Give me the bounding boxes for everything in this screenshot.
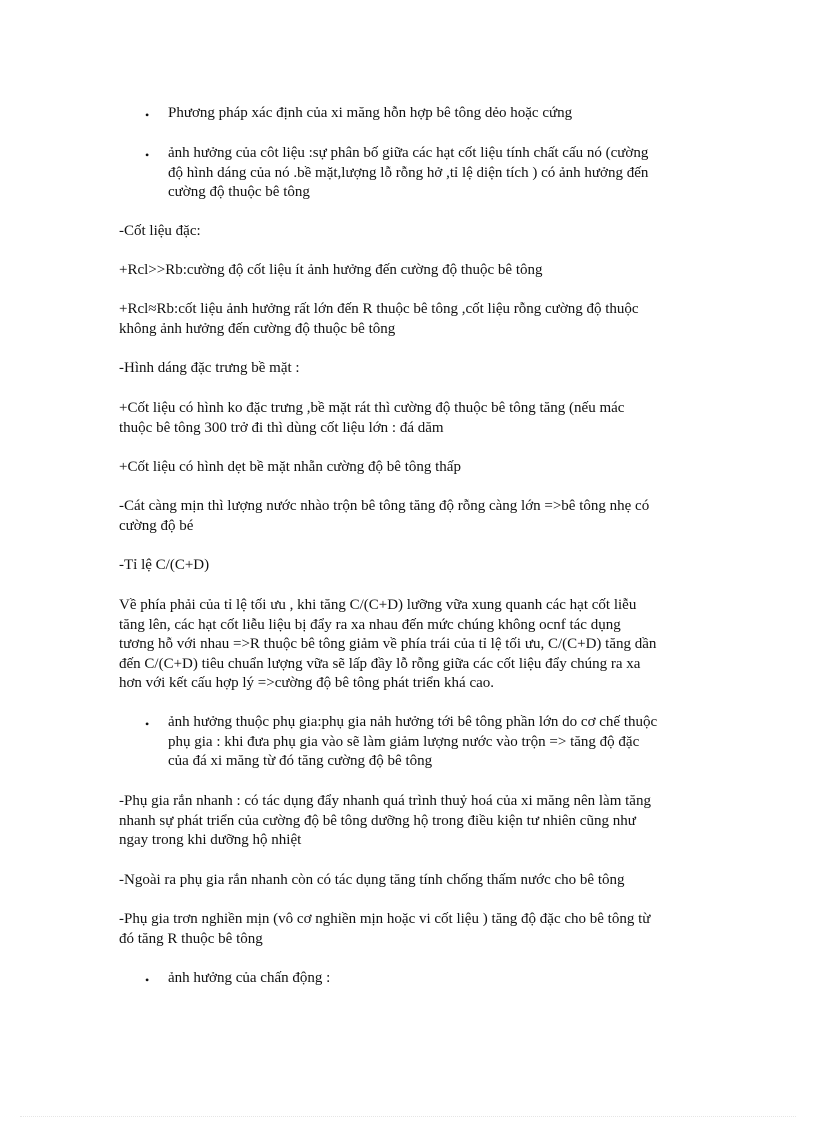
bullet-dot: • <box>145 973 150 987</box>
text-line: cường độ bé <box>119 517 194 534</box>
paragraph-ratio-explanation <box>119 596 699 694</box>
text-line: +Cốt liệu có hình ko đặc trưng ,bề mặt rát thì cường độ thuộc bê tông tăng (nếu mác <box>119 400 625 416</box>
paragraph-fast-setting-admixture <box>119 792 699 851</box>
page-bottom-divider <box>20 1116 796 1117</box>
text-line: -Ngoài ra phụ gia rắn nhanh còn có tác dụng tăng tính chống thấm nước cho bê tông <box>119 872 625 888</box>
text-line: ảnh hưởng của côt liệu :sự phân bố giữa các hạt cốt liệu tính chất cấu nó (cường <box>168 145 649 161</box>
bullet-dot: • <box>145 148 150 162</box>
bullet-item-admixture-influence <box>168 713 688 772</box>
text-line: độ hình dáng của nó .bề mặt,lượng lỗ rỗng hở ,tỉ lệ diện tích ) có ảnh hưởng đến <box>168 164 649 181</box>
text-line: của đá xi măng từ đó tăng cường độ bê tông <box>168 753 433 769</box>
paragraph-ratio-heading <box>119 556 699 576</box>
text-line: ngay trong khi dưỡng hộ nhiệt <box>119 832 302 848</box>
text-line: ảnh hưởng thuộc phụ gia:phụ gia nảh hưởng tới bê tông phần lớn do cơ chế thuộc <box>168 714 658 730</box>
paragraph-rcl-much-greater <box>119 261 699 281</box>
paragraph-dense-aggregate <box>119 222 699 242</box>
paragraph-fine-sand <box>119 497 699 536</box>
bullet-item-vibration-influence <box>168 969 688 989</box>
text-line: thuộc bê tông 300 trở đi thì dùng cốt liệu lớn : đá dăm <box>119 419 444 436</box>
text-line: nhanh sự phát triển của cường độ bê tông dưỡng hộ trong điều kiện tư nhiên cũng như <box>119 812 636 829</box>
text-line: Về phía phải của tỉ lệ tối ưu , khi tăng C/(C+D) lưỡng vữa xung quanh các hạt cốt liễu <box>119 597 637 613</box>
paragraph-rough-aggregate <box>119 399 699 438</box>
text-line: đó tăng R thuộc bê tông <box>119 930 263 947</box>
text-line: +Rcl≈Rb:cốt liệu ảnh hưởng rất lớn đến R thuộc bê tông ,cốt liệu rỗng cường độ thuộc <box>119 301 639 317</box>
text-line: không ảnh hưởng đến cường độ thuộc bê tông <box>119 320 396 337</box>
bullet-item-aggregate-influence <box>168 144 688 203</box>
bullet-dot: • <box>145 108 150 122</box>
text-line: -Tỉ lệ C/(C+D) <box>119 557 210 573</box>
paragraph-rcl-approx <box>119 300 699 339</box>
paragraph-flat-aggregate <box>119 458 699 478</box>
text-line: -Hình dáng đặc trưng bề mặt : <box>119 360 300 376</box>
paragraph-waterproofing <box>119 871 699 891</box>
text-line: Phương pháp xác định của xi măng hỗn hợp bê tông dẻo hoặc cứng <box>168 105 573 121</box>
bullet-dot: • <box>145 717 150 731</box>
text-line: tương hỗ với nhau =>R thuộc bê tông giảm về phía trái của tỉ lệ tối ưu, C/(C+D) tăng dần <box>119 636 657 652</box>
text-line: +Rcl>>Rb:cường độ cốt liệu ít ảnh hưởng đến cường độ thuộc bê tông <box>119 262 543 278</box>
paragraph-surface-shape <box>119 359 699 379</box>
text-line: hơn với kết cấu hợp lý =>cường độ bê tông phát triển khá cao. <box>119 675 495 691</box>
text-line: đến C/(C+D) tiêu chuẩn lượng vữa sẽ lấp đầy lỗ rỗng giữa các cốt liệu đẩy chúng ra xa <box>119 655 641 672</box>
text-line: phụ gia : khi đưa phụ gia vào sẽ làm giảm lượng nước vào trộn => tăng độ đặc <box>168 733 640 750</box>
text-line: tăng lên, các hạt cốt liễu liệu bị đẩy ra xa nhau đến mức chúng không ocnf tác dụng <box>119 616 621 633</box>
paragraph-fine-ground-admixture <box>119 910 699 949</box>
text-line: -Phụ gia trơn nghiền mịn (vô cơ nghiền mịn hoặc vi cốt liệu ) tăng độ đặc cho bê tông từ <box>119 911 651 927</box>
bullet-item-mix-strength <box>168 104 688 124</box>
text-line: -Cốt liệu đặc: <box>119 223 201 239</box>
text-line: -Phụ gia rắn nhanh : có tác dụng đẩy nhanh quá trình thuỷ hoá của xi măng nên làm tăng <box>119 793 651 809</box>
text-line: +Cốt liệu có hình dẹt bề mặt nhẵn cường độ bê tông thấp <box>119 459 461 475</box>
text-line: -Cát càng mịn thì lượng nước nhào trộn bê tông tăng độ rỗng càng lớn =>bê tông nhẹ có <box>119 498 650 514</box>
text-line: ảnh hưởng của chấn động : <box>168 970 331 986</box>
text-line: cường độ thuộc bê tông <box>168 184 310 200</box>
